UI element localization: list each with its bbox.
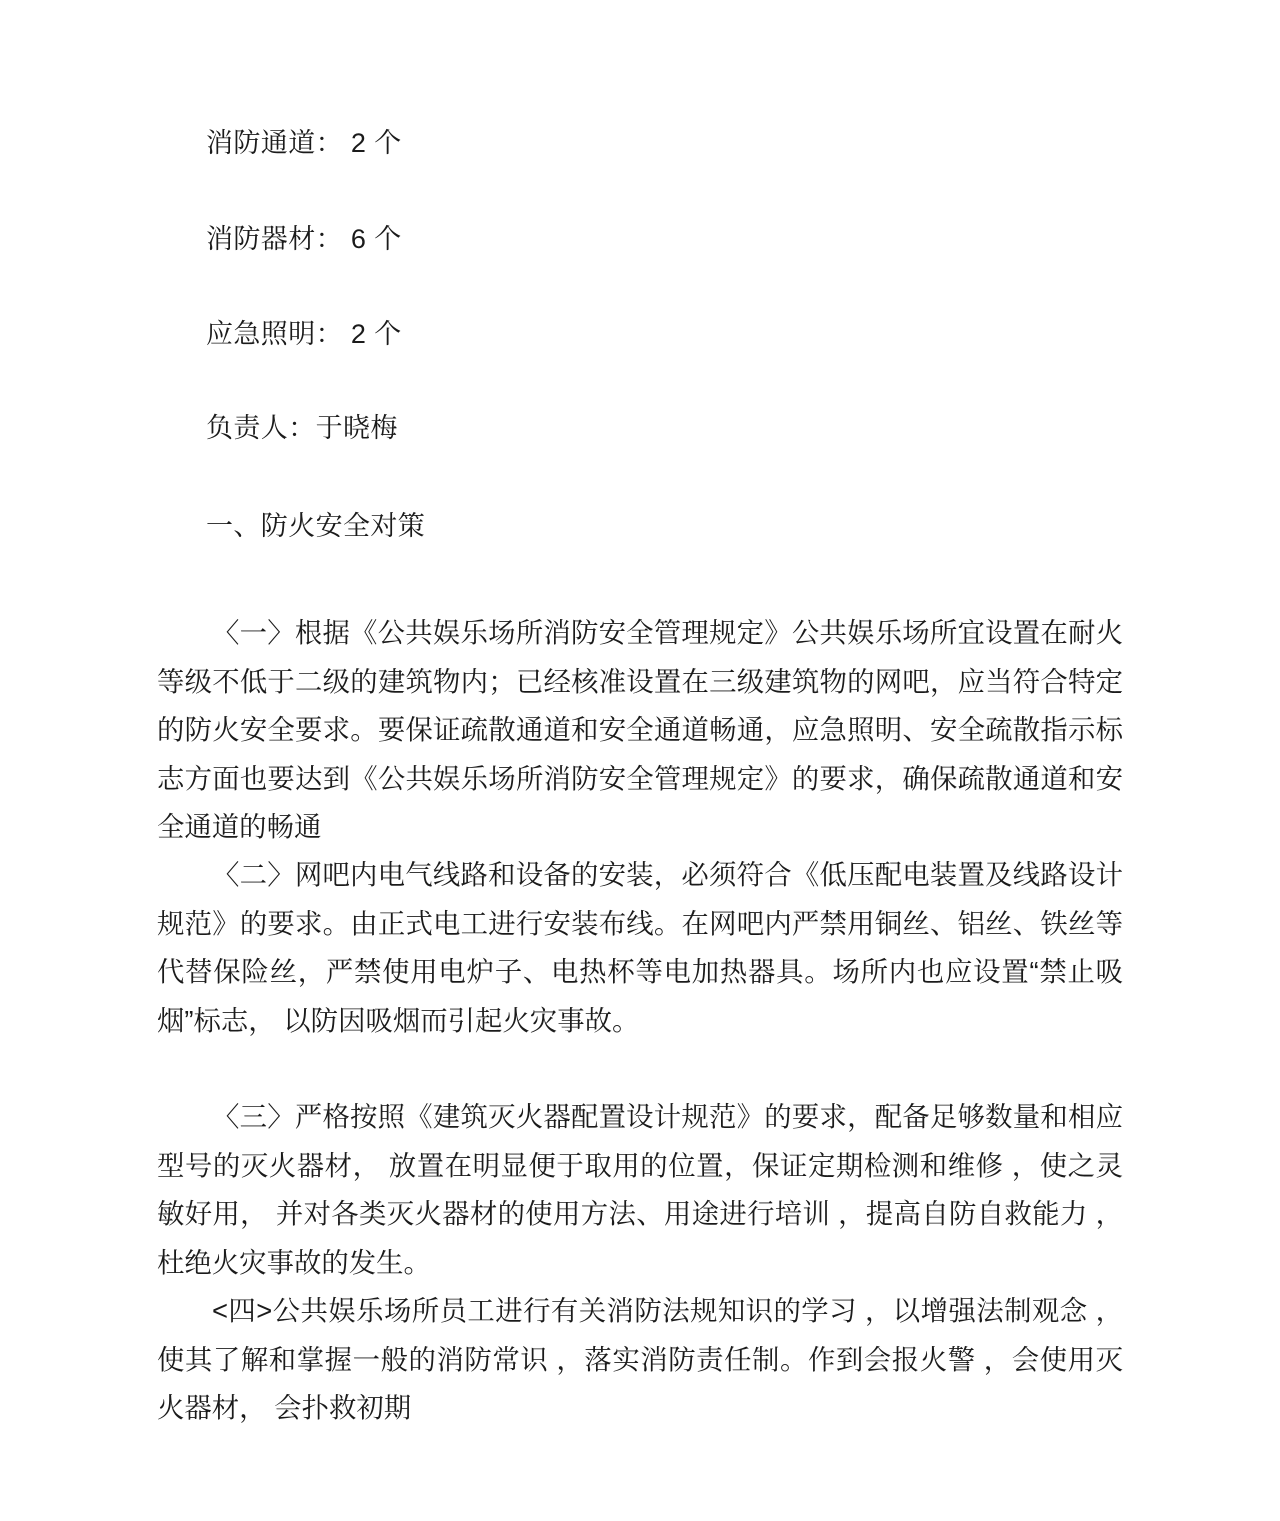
facility-info-responsible-person: 负责人：于晓梅 [206,413,398,443]
paragraph-one: 〈一〉根据《公共娱乐场所消防安全管理规定》公共娱乐场所宜设置在耐火等级不低于二级的建筑物内；已经核准设置在三级建筑物的网吧，应当符合特定的防火安全要求。要保证疏散通道和安全通道畅通，应急照明、安全疏散指示标志方面也要达到《公共娱乐场所消防安全管理规定》的要求，确保疏散通道和安全通道的畅通 [157,617,1123,842]
facility-info-emergency-lighting: 应急照明： 2 个 [206,319,402,349]
paragraph-three: 〈三〉严格按照《建筑灭火器配置设计规范》的要求，配备足够数量和相应型号的灭火器材， 放置在明显便于取用的位置，保证定期检测和维修 ，使之灵敏好用， 并对各类灭火器材的使用方法、用途进行培训 ，提高自防自救能力 ，杜绝火灾事故的发生。 [157,1101,1123,1278]
section-heading-fire-prevention: 一、防火安全对策 [206,511,426,541]
paragraph-two: 〈二〉网吧内电气线路和设备的安装，必须符合《低压配电装置及线路设计规范》的要求。由正式电工进行安装布线。在网吧内严禁用铜丝、铝丝、铁丝等代替保险丝，严禁使用电炉子、电热杯等电加热器具。场所内也应设置“禁止吸烟”标志， 以防因吸烟而引起火灾事故。 [157,859,1123,1036]
facility-info-fire-passage: 消防通道： 2 个 [206,128,402,158]
facility-info-fire-equipment: 消防器材： 6 个 [206,224,402,254]
paragraph-four: <四>公共娱乐场所员工进行有关消防法规知识的学习 ，以增强法制观念 ，使其了解和掌握一般的消防常识 ，落实消防责任制。作到会报火警 ，会使用灭火器材， 会扑救初期 [157,1295,1123,1423]
